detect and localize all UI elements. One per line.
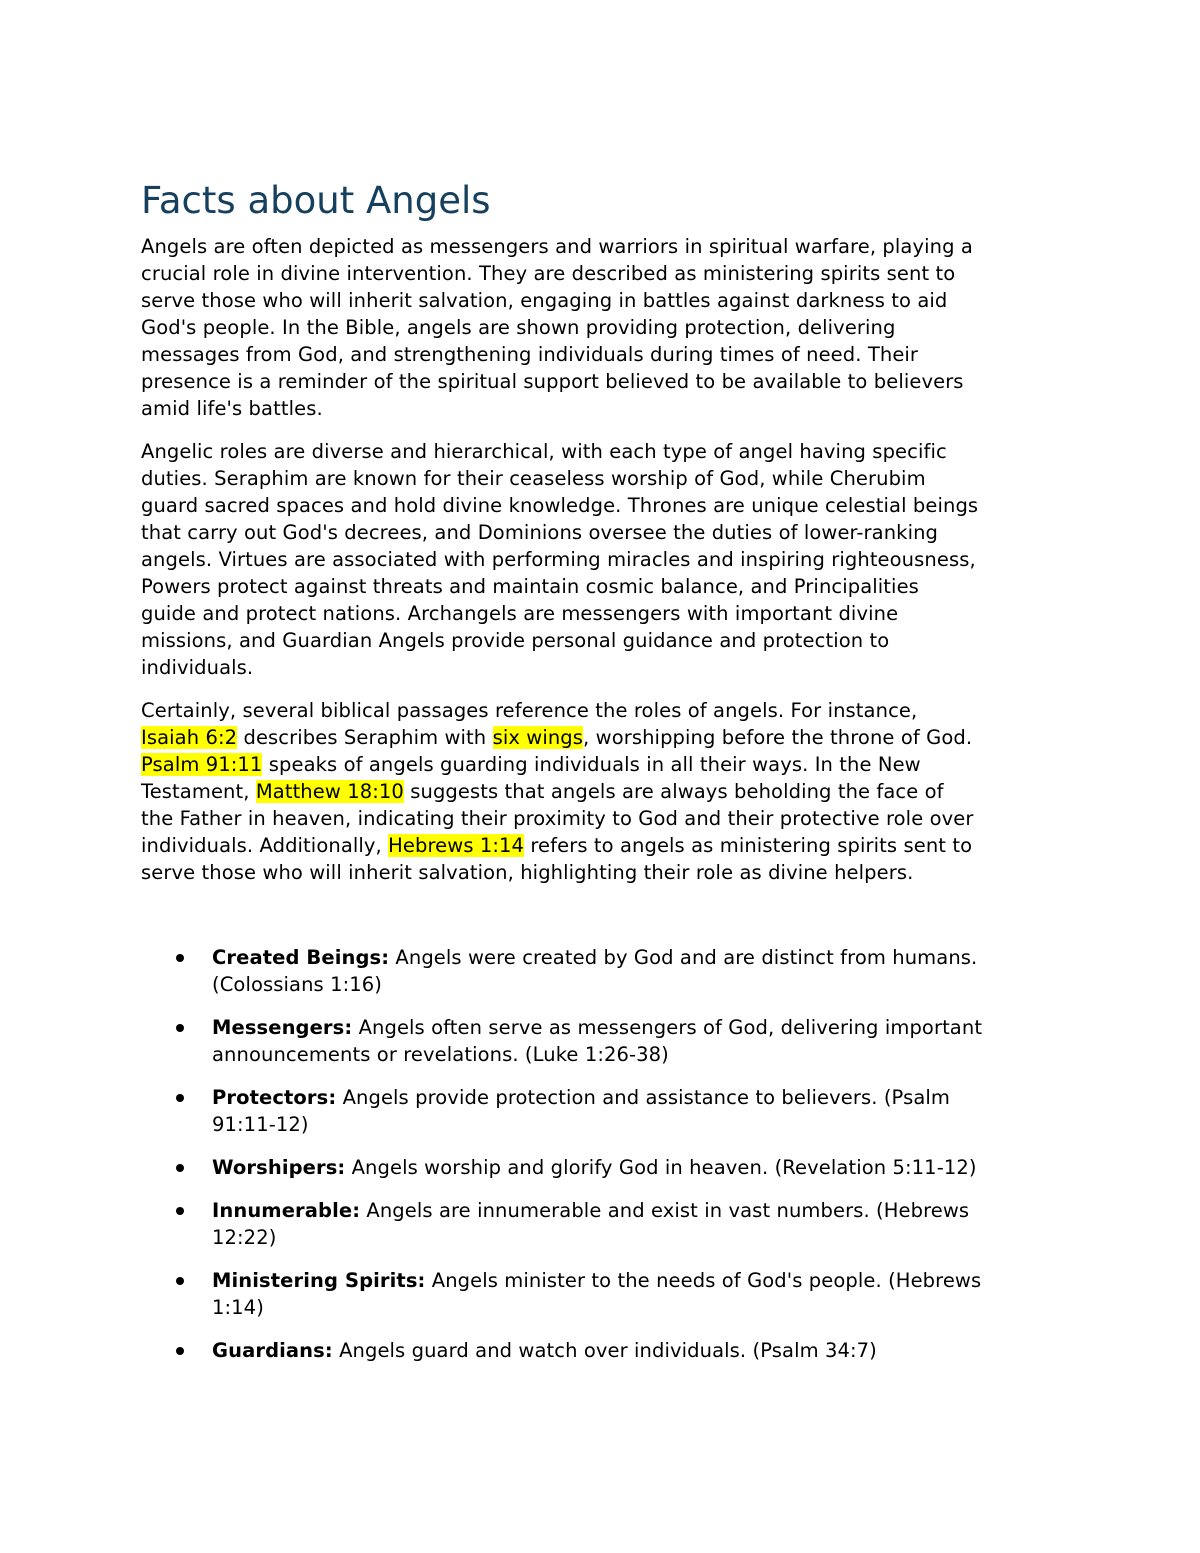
text-line bbox=[141, 724, 1071, 751]
text-line: duties. Seraphim are known for their ceaseless worship of God, while Cherubim bbox=[141, 467, 926, 490]
bullet-label: Messengers: bbox=[212, 1016, 353, 1039]
text-line: serve those who will inherit salvation, highlighting their role as divine helpers. bbox=[141, 861, 914, 884]
bullet-text: Angels were created by God and are distinct from humans. bbox=[389, 946, 978, 969]
text-line bbox=[212, 1084, 1071, 1111]
text-line bbox=[212, 944, 1071, 971]
text-line: Angels are often depicted as messengers and warriors in spiritual warfare, playing a bbox=[141, 235, 973, 258]
text-line: crucial role in divine intervention. They are described as ministering spirits sent to bbox=[141, 262, 956, 285]
bullet-text: 1:14) bbox=[212, 1296, 264, 1319]
bullet-icon bbox=[176, 1277, 184, 1285]
bullet-text: Angels guard and watch over individuals. (Psalm 34:7) bbox=[332, 1339, 877, 1362]
highlighted-reference: Hebrews 1:14 bbox=[388, 834, 525, 857]
text-segment: , worshipping before the throne of God. bbox=[583, 726, 973, 749]
text-segment: speaks of angels guarding individuals in all their ways. In the New bbox=[262, 753, 921, 776]
bullet-label: Worshipers: bbox=[212, 1156, 346, 1179]
text-line: individuals. bbox=[141, 656, 254, 679]
bullet-label: Innumerable: bbox=[212, 1199, 361, 1222]
bullet-label: Ministering Spirits: bbox=[212, 1269, 426, 1292]
bullet-icon bbox=[176, 1094, 184, 1102]
text-line bbox=[141, 751, 1071, 778]
list-item-innumerable bbox=[141, 1197, 1071, 1251]
text-segment: suggests that angels are always beholding the face of bbox=[403, 780, 944, 803]
bullet-text: Angels often serve as messengers of God, delivering important bbox=[352, 1016, 983, 1039]
text-line: the Father in heaven, indicating their proximity to God and their protective role over bbox=[141, 807, 974, 830]
text-line bbox=[141, 778, 1071, 805]
bullet-text: (Colossians 1:16) bbox=[212, 973, 383, 996]
bullet-icon bbox=[176, 1024, 184, 1032]
highlighted-reference: Isaiah 6:2 bbox=[141, 726, 238, 749]
text-segment: individuals. Additionally, bbox=[141, 834, 389, 857]
text-line bbox=[212, 1154, 1071, 1181]
list-item-messengers bbox=[141, 1014, 1071, 1068]
text-line: guard sacred spaces and hold divine knowledge. Thrones are unique celestial beings bbox=[141, 494, 979, 517]
bullet-icon bbox=[176, 1207, 184, 1215]
highlighted-reference: Matthew 18:10 bbox=[255, 780, 404, 803]
bullet-text: Angels provide protection and assistance to believers. (Psalm bbox=[336, 1086, 950, 1109]
text-line: guide and protect nations. Archangels are messengers with important divine bbox=[141, 602, 899, 625]
text-line: messages from God, and strengthening individuals during times of need. Their bbox=[141, 343, 919, 366]
text-line: Powers protect against threats and maintain cosmic balance, and Principalities bbox=[141, 575, 919, 598]
list-item-worshipers bbox=[141, 1154, 1071, 1181]
facts-bullet-list bbox=[141, 944, 1071, 1380]
text-line bbox=[141, 832, 1071, 859]
text-line: missions, and Guardian Angels provide personal guidance and protection to bbox=[141, 629, 890, 652]
text-line: that carry out God's decrees, and Dominions oversee the duties of lower-ranking bbox=[141, 521, 939, 544]
list-item-created-beings bbox=[141, 944, 1071, 998]
text-segment: describes Seraphim with bbox=[237, 726, 493, 749]
text-line bbox=[212, 1014, 1071, 1041]
bullet-icon bbox=[176, 1347, 184, 1355]
list-item-ministering-spirits bbox=[141, 1267, 1071, 1321]
bullet-label: Guardians: bbox=[212, 1339, 333, 1362]
bullet-text: announcements or revelations. (Luke 1:26-38) bbox=[212, 1043, 669, 1066]
text-line: amid life's battles. bbox=[141, 397, 323, 420]
list-item-protectors bbox=[141, 1084, 1071, 1138]
text-segment: refers to angels as ministering spirits sent to bbox=[524, 834, 973, 857]
text-segment: Testament, bbox=[141, 780, 256, 803]
text-line bbox=[212, 1337, 1071, 1364]
text-line: serve those who will inherit salvation, engaging in battles against darkness to aid bbox=[141, 289, 948, 312]
text-line: Certainly, several biblical passages reference the roles of angels. For instance, bbox=[141, 699, 918, 722]
bullet-text: 12:22) bbox=[212, 1226, 277, 1249]
bullet-text: 91:11-12) bbox=[212, 1113, 309, 1136]
bullet-text: Angels are innumerable and exist in vast numbers. (Hebrews bbox=[360, 1199, 970, 1222]
highlighted-phrase: six wings bbox=[492, 726, 584, 749]
paragraph-angels-role bbox=[141, 233, 1071, 422]
list-item-guardians bbox=[141, 1337, 1071, 1364]
text-line: presence is a reminder of the spiritual support believed to be available to believers bbox=[141, 370, 964, 393]
paragraph-biblical-passages bbox=[141, 697, 1071, 886]
document-title: Facts about Angels bbox=[141, 179, 491, 222]
highlighted-reference: Psalm 91:11 bbox=[141, 753, 263, 776]
bullet-text: Angels worship and glorify God in heaven. (Revelation 5:11-12) bbox=[345, 1156, 977, 1179]
text-line: angels. Virtues are associated with performing miracles and inspiring righteousness, bbox=[141, 548, 976, 571]
text-line: Angelic roles are diverse and hierarchical, with each type of angel having specific bbox=[141, 440, 947, 463]
text-line: God's people. In the Bible, angels are shown providing protection, delivering bbox=[141, 316, 896, 339]
paragraph-angelic-hierarchy bbox=[141, 438, 1071, 681]
bullet-label: Created Beings: bbox=[212, 946, 390, 969]
bullet-text: Angels minister to the needs of God's people. (Hebrews bbox=[425, 1269, 982, 1292]
bullet-icon bbox=[176, 1164, 184, 1172]
bullet-icon bbox=[176, 954, 184, 962]
text-line bbox=[212, 1267, 1071, 1294]
bullet-label: Protectors: bbox=[212, 1086, 337, 1109]
text-line bbox=[212, 1197, 1071, 1224]
